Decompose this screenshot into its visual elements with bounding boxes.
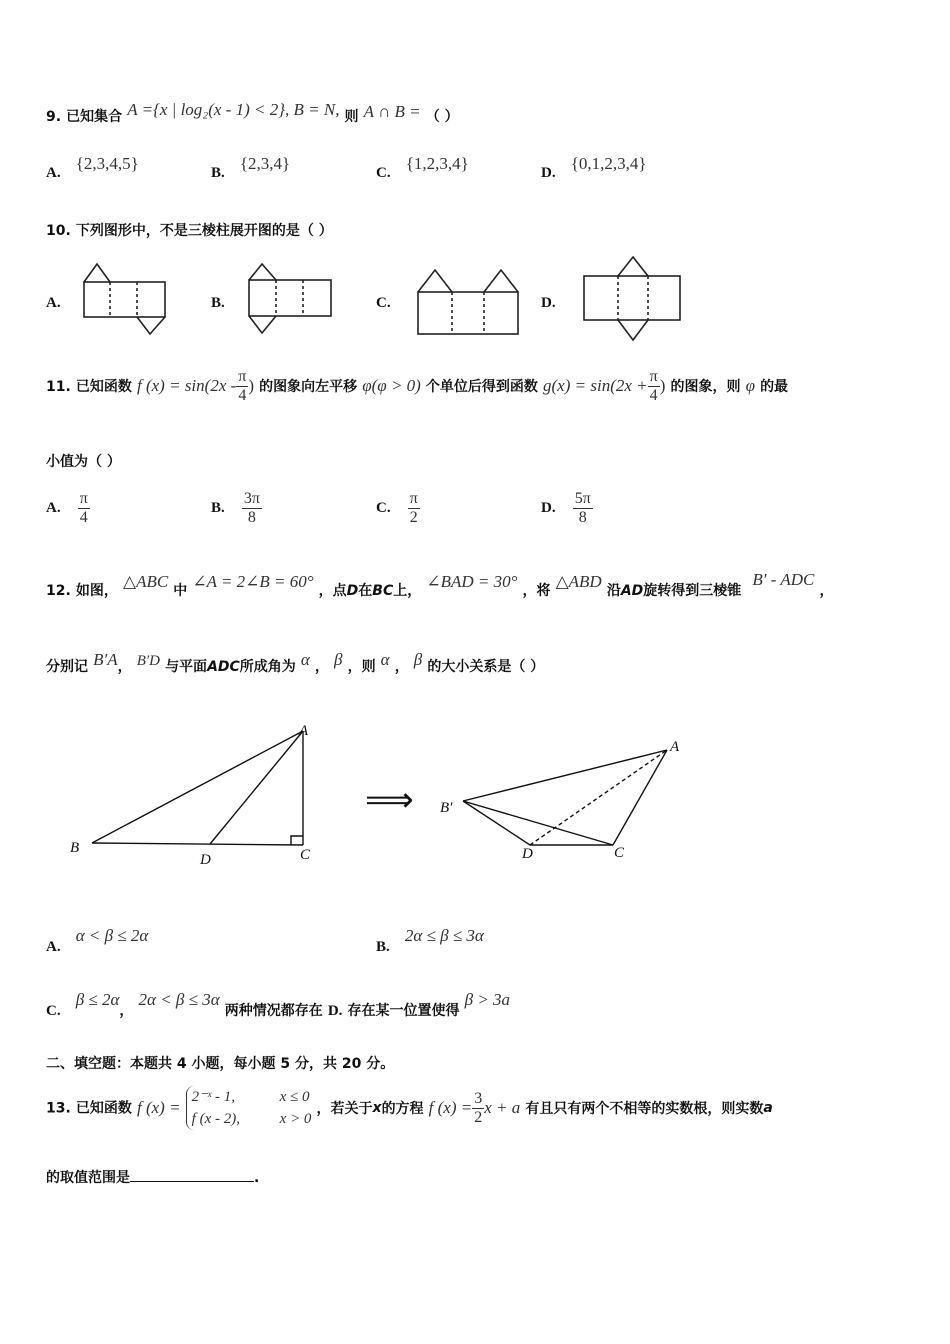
q12-bp-d: B′D <box>136 653 160 669</box>
q10-net-d <box>582 254 684 344</box>
q12-option-a-letter: A. <box>46 939 61 955</box>
q11-stem-c: 个单位后得到函数 <box>425 379 538 395</box>
q12-implies-arrow: ⟹ <box>365 782 414 819</box>
q11-option-a-letter: A. <box>46 500 61 516</box>
q13-stem-a: 已知函数 <box>75 1100 132 1117</box>
q12-l2-g: 的大小关系是（ ） <box>427 659 545 675</box>
q11-stem-a: 已知函数 <box>75 379 132 395</box>
q10-option-a[interactable] <box>46 292 61 312</box>
q11-option-c-frac <box>408 490 420 527</box>
q11-g-left: g(x) = sin(2x + <box>543 376 648 395</box>
q12-plane-adc: ADC <box>207 659 240 675</box>
q10-option-c[interactable] <box>376 292 391 312</box>
q11-option-d-letter: D. <box>541 500 556 516</box>
q13-answer-blank[interactable] <box>130 1167 254 1182</box>
q13-eq-left: f (x) = <box>428 1098 473 1117</box>
q13-eq-right: x + a <box>484 1098 521 1117</box>
q11-g-right: ) <box>659 376 666 395</box>
section-2-heading-text: 二、填空题：本题共 4 小题，每小题 5 分，共 20 分。 <box>46 1056 395 1072</box>
q12-l2-b: ， <box>117 659 132 675</box>
q12-triangle-abc: △ABC <box>123 572 169 591</box>
q12-beta-2: β <box>413 650 423 669</box>
q12-option-c-value-2: 2α < β ≤ 3α <box>138 990 220 1009</box>
q12-stem <box>46 570 916 600</box>
q12-t5c: 旋转得到三棱锥 <box>643 583 742 599</box>
q9-then: 则 <box>344 109 359 125</box>
q13-eq-den: 2 <box>474 1108 483 1126</box>
q9-option-b-letter: B. <box>211 165 225 181</box>
q12-l2-a: 分别记 <box>46 659 88 675</box>
q10-net-b <box>247 260 335 336</box>
q11-f-num: π <box>238 368 247 385</box>
q12-alpha-2: α <box>380 650 390 669</box>
q12-l2-c: 与平面 <box>165 659 208 675</box>
q11-stem <box>46 368 788 405</box>
q10-option-d[interactable] <box>541 292 556 312</box>
q9-option-d[interactable] <box>541 154 647 182</box>
q12-angle-relation: ∠A = 2∠B = 60° <box>192 572 314 591</box>
q12-point-d: D <box>346 583 359 599</box>
q13-x-var: x <box>372 1100 382 1116</box>
q12-option-row-cd <box>46 990 511 1020</box>
q13-case-1 <box>192 1086 312 1108</box>
q11-stem-e: 的最 <box>760 379 789 395</box>
q11-option-b-den: 8 <box>247 509 256 526</box>
q11-option-c[interactable] <box>376 490 420 527</box>
q9-set-formula: A ={x | log₂(x - 1) < 2}, B = N, <box>127 100 340 119</box>
q9-option-a-letter: A. <box>46 165 61 181</box>
q10-option-b-letter: B. <box>211 295 225 311</box>
q13-case-2-expr: f (x - 2), <box>191 1111 240 1127</box>
q12-label-a: A <box>299 723 309 739</box>
q11-option-d-frac <box>573 490 593 527</box>
q10-option-c-letter: C. <box>376 295 391 311</box>
q10-option-b[interactable] <box>211 292 225 312</box>
q10-stem-text: 下列图形中，不是三棱柱展开图的是（ ） <box>75 223 333 239</box>
q9-option-a[interactable] <box>46 154 139 182</box>
q12-segment-bc: BC <box>372 583 394 599</box>
q12-label-bp: B′ <box>440 800 453 816</box>
q10-stem <box>46 220 333 240</box>
q12-option-d-letter: D. <box>327 1003 343 1019</box>
q11-f-right: ) <box>248 376 255 395</box>
q11-option-d[interactable] <box>541 490 593 527</box>
q11-f-left: f (x) = sin(2x - <box>137 376 237 395</box>
q11-stem-line2 <box>46 451 121 471</box>
q13-stem-b: ，若关于 <box>316 1101 373 1117</box>
q9-stem-text: 已知集合 <box>66 109 123 125</box>
q12-label-c: C <box>300 847 311 863</box>
q11-option-c-letter: C. <box>376 500 391 516</box>
q11-option-a-den: 4 <box>79 509 88 526</box>
q13-stem-b2: 的方程 <box>381 1101 424 1117</box>
q9-paren: （ ） <box>425 109 459 125</box>
q12-t2: 中 <box>173 583 188 599</box>
q10-net-a <box>82 260 168 336</box>
q13-case-1-cond: x ≤ 0 <box>279 1089 310 1105</box>
q12-option-b[interactable] <box>376 926 484 956</box>
q13-eq-num: 3 <box>474 1089 483 1107</box>
q12-segment-ad: AD <box>620 583 644 599</box>
q12-t1: 如图， <box>75 583 118 599</box>
q12-t5: 沿 <box>606 583 621 599</box>
q12-t3e: 上， <box>393 583 422 599</box>
q11-phi-cond: φ(φ > 0) <box>362 376 421 395</box>
q11-option-b-num: 3π <box>243 490 260 507</box>
q9-option-b-value: {2,3,4} <box>239 154 291 173</box>
q12-number: 12. <box>46 583 71 599</box>
q13-case-2-cond: x > 0 <box>279 1111 312 1127</box>
q11-phi: φ <box>745 376 755 395</box>
q12-option-a-value: α < β ≤ 2α <box>75 926 149 945</box>
q9-option-a-value: {2,3,4,5} <box>75 154 139 173</box>
q13-number: 13. <box>46 1100 71 1117</box>
q12-alpha: α <box>300 650 310 669</box>
q10-option-d-letter: D. <box>541 295 556 311</box>
q12-l2-e: ，则 <box>347 659 376 675</box>
q12-label-d: D <box>200 852 211 868</box>
q11-stem-d: 的图象，则 <box>670 379 741 395</box>
q12-t3: ，点 <box>318 583 347 599</box>
q9-option-d-value: {0,1,2,3,4} <box>570 154 647 173</box>
q13-f-def: f (x) = <box>137 1098 181 1117</box>
q9-option-d-letter: D. <box>541 165 556 181</box>
q12-option-c[interactable] <box>46 990 328 1019</box>
q9-option-c[interactable] <box>376 154 469 182</box>
q10-option-a-letter: A. <box>46 295 61 311</box>
q12-option-c-sep: ， <box>119 1003 134 1019</box>
q11-option-a-num: π <box>79 490 88 507</box>
q12-label-b: B <box>70 840 80 856</box>
q12-option-a[interactable] <box>46 926 149 956</box>
q9-option-c-value: {1,2,3,4} <box>405 154 469 173</box>
q12-option-c-value-1: β ≤ 2α <box>75 990 120 1009</box>
q11-option-d-num: 5π <box>574 490 591 507</box>
q11-f-frac <box>236 368 248 405</box>
q9-option-b[interactable] <box>211 154 291 182</box>
q12-option-d-text: 存在某一位置使得 <box>347 1003 460 1019</box>
q9-intersection: A ∩ B = <box>363 102 421 121</box>
q12-option-b-letter: B. <box>376 939 390 955</box>
q12-tetrahedron: B′ - ADC <box>752 570 815 589</box>
q13-eq-frac <box>472 1090 484 1127</box>
q11-f-den: 4 <box>238 387 247 404</box>
q10-net-c <box>416 266 522 338</box>
q12-option-d[interactable] <box>327 990 511 1019</box>
q12-l2-c3: 所成角为 <box>239 659 296 675</box>
q11-number: 11. <box>46 379 71 395</box>
q13-a-var: a <box>763 1100 773 1116</box>
q10-number: 10. <box>46 223 71 239</box>
q12-stem-line2 <box>46 650 545 676</box>
section-2-heading <box>46 1053 394 1073</box>
q9-option-c-letter: C. <box>376 165 391 181</box>
q11-option-b-letter: B. <box>211 500 225 516</box>
q12-t3c: 在 <box>358 583 373 599</box>
q13-case-2 <box>192 1108 312 1130</box>
q13-line2-text: 的取值范围是 <box>46 1170 130 1186</box>
q13-piecewise <box>186 1086 312 1130</box>
q12-t6: ， <box>819 583 834 599</box>
q11-option-a[interactable] <box>46 490 90 527</box>
q12-bp-a: B′A <box>93 650 118 669</box>
q12-l2-d: ， <box>314 659 329 675</box>
q12-label-a2: A <box>670 739 680 755</box>
q12-option-b-value: 2α ≤ β ≤ 3α <box>404 926 484 945</box>
q12-label-c2: C <box>614 845 625 861</box>
q11-option-a-frac <box>78 490 90 527</box>
q9-number: 9. <box>46 109 62 125</box>
q12-t4: ，将 <box>522 583 551 599</box>
q11-option-b-frac <box>242 490 262 527</box>
q12-figure <box>60 715 710 875</box>
q12-label-d2: D <box>522 846 533 862</box>
q9-stem <box>46 100 459 126</box>
q11-g-num: π <box>649 368 658 385</box>
q13-line2 <box>46 1167 259 1187</box>
q11-option-d-den: 8 <box>578 509 587 526</box>
q11-g-den: 4 <box>649 387 658 404</box>
q13-stem <box>46 1086 773 1130</box>
q12-beta: β <box>334 650 343 669</box>
q11-option-c-num: π <box>409 490 418 507</box>
q13-stem-c: 有且只有两个不相等的实数根，则实数 <box>525 1101 764 1117</box>
q11-stem-line2-text: 小值为（ ） <box>46 454 121 470</box>
q12-option-d-value: β > 3a <box>464 990 511 1009</box>
q12-right-tetrahedron <box>463 750 667 845</box>
q12-l2-f: ， <box>394 659 409 675</box>
q12-option-c-tail: 两种情况都存在 <box>224 1003 323 1019</box>
q12-option-c-letter: C. <box>46 1003 61 1019</box>
q12-angle-bad: ∠BAD = 30° <box>426 572 518 591</box>
q13-case-1-expr: 2⁻ˣ - 1, <box>191 1089 236 1105</box>
q11-g-frac <box>648 368 660 405</box>
q13-period: . <box>254 1170 260 1186</box>
q11-option-b[interactable] <box>211 490 262 527</box>
q11-option-c-den: 2 <box>409 509 418 526</box>
q11-stem-b: 的图象向左平移 <box>259 379 358 395</box>
q12-left-triangle <box>92 731 303 845</box>
q12-triangle-abd: △ABD <box>555 572 602 591</box>
